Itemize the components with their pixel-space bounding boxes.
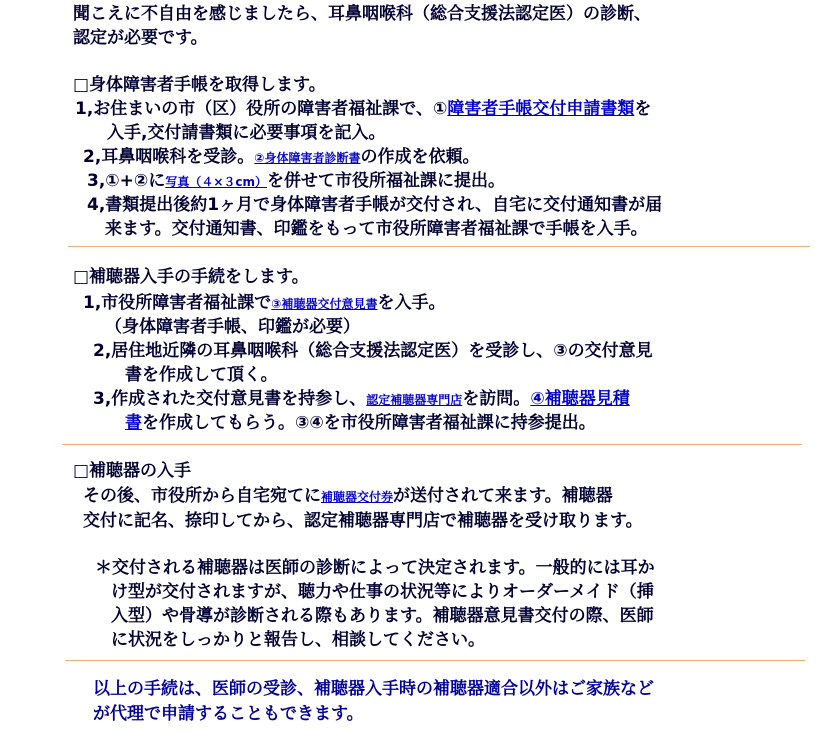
section1-step1 — [75, 98, 651, 120]
section1-step3-text: 3,①+②に — [87, 171, 166, 191]
estimate-link[interactable]: ④補聴器見積 — [530, 389, 630, 409]
section1-step1-line2: 入手,交付請書類に必要事項を記入。 — [107, 123, 386, 143]
section1-step4-line2: 来ます。交付通知書、印鑑をもって市役所障害者福祉課で手帳を入手。 — [105, 219, 648, 239]
divider-3 — [65, 660, 805, 661]
section1-step4-line1: 4,書類提出後約1ヶ月で身体障害者手帳が交付され、自宅に交付通知書が届 — [87, 195, 663, 215]
section1-step2-suffix: の作成を依頼。 — [360, 147, 480, 167]
section3-body-1 — [83, 485, 613, 508]
opinion-form-link[interactable]: ③補聴器交付意見書 — [271, 297, 378, 311]
section3-body1-text: その後、市役所から自宅宛てに — [83, 486, 321, 506]
section2-step3 — [93, 388, 630, 411]
section3-body-2: 交付に記名、捺印してから、認定補聴器専門店で補聴器を受け取ります。 — [83, 511, 643, 531]
section2-step3-text: 3,作成された交付意見書を持参し、 — [93, 389, 367, 409]
application-form-link[interactable]: 障害者手帳交付申請書類 — [447, 99, 635, 119]
estimate-link-cont[interactable]: 書 — [125, 413, 142, 433]
closing-line-2: が代理で申請することもできます。 — [93, 704, 364, 724]
section2-step1-text: 1,市役所障害者福祉課で — [83, 293, 272, 313]
section2-step3-mid: を訪問。 — [462, 389, 531, 409]
section2-step2-line2: 書を作成して頂く。 — [125, 365, 278, 385]
section1-step1-suffix: を — [634, 99, 652, 119]
section1-step3 — [87, 170, 505, 193]
section3-note-2: け型が交付されますが、聴力や仕事の状況等によりオーダーメイド（挿 — [111, 582, 654, 602]
section2-step1-suffix: を入手。 — [377, 293, 446, 313]
section2-step3-line2 — [125, 412, 596, 434]
section3-note-1: ＊交付される補聴器は医師の診断によって決定されます。一般的には耳か — [95, 558, 655, 578]
intro-line-1: 聞こえに不自由を感じましたら、耳鼻咽喉科（総合支援法認定医）の診断、 — [73, 4, 651, 24]
voucher-link[interactable]: 補聴器交付券 — [321, 490, 394, 504]
intro-line-2: 認定が必要です。 — [73, 28, 208, 48]
section3-note-3: 入型）や骨導が診断される際もあります。補聴器意見書交付の際、医師 — [111, 606, 654, 626]
divider-1 — [68, 246, 810, 247]
section1-step2 — [83, 146, 479, 169]
section2-step1 — [83, 292, 445, 315]
section2-step3-suffix: を作成してもらう。③④を市役所障害者福祉課に持参提出。 — [142, 413, 596, 433]
section3-body1-suffix: が送付されて来ます。補聴器 — [393, 486, 613, 506]
section1-step3-suffix: を併せて市役所福祉課に提出。 — [267, 171, 506, 191]
section1-heading: □身体障害者手帳を取得します。 — [73, 75, 326, 95]
section3-heading: □補聴器の入手 — [73, 461, 192, 481]
section2-step2-line1: 2,居住地近隣の耳鼻咽喉科（総合支援法認定医）を受診し、③の交付意見 — [93, 341, 653, 361]
photo-link[interactable]: 写真（４×３cm） — [165, 175, 268, 189]
section2-step1-note: （身体障害者手帳、印鑑が必要） — [105, 317, 360, 337]
section2-heading: □補聴器入手の手続をします。 — [73, 267, 309, 287]
section3-note-4: に状況をしっかりと報告し、相談してください。 — [111, 630, 485, 650]
section1-step1-text: 1,お住まいの市（区）役所の障害者福祉課で、① — [75, 99, 448, 119]
closing-line-1: 以上の手続は、医師の受診、補聴器入手時の補聴器適合以外はご家族など — [93, 679, 654, 699]
section1-step2-text: 2,耳鼻咽喉科を受診。 — [83, 147, 255, 167]
diagnosis-form-link[interactable]: ②身体障害者診断書 — [254, 151, 361, 165]
certified-shop-link[interactable]: 認定補聴器専門店 — [366, 393, 463, 407]
divider-2 — [62, 444, 802, 445]
